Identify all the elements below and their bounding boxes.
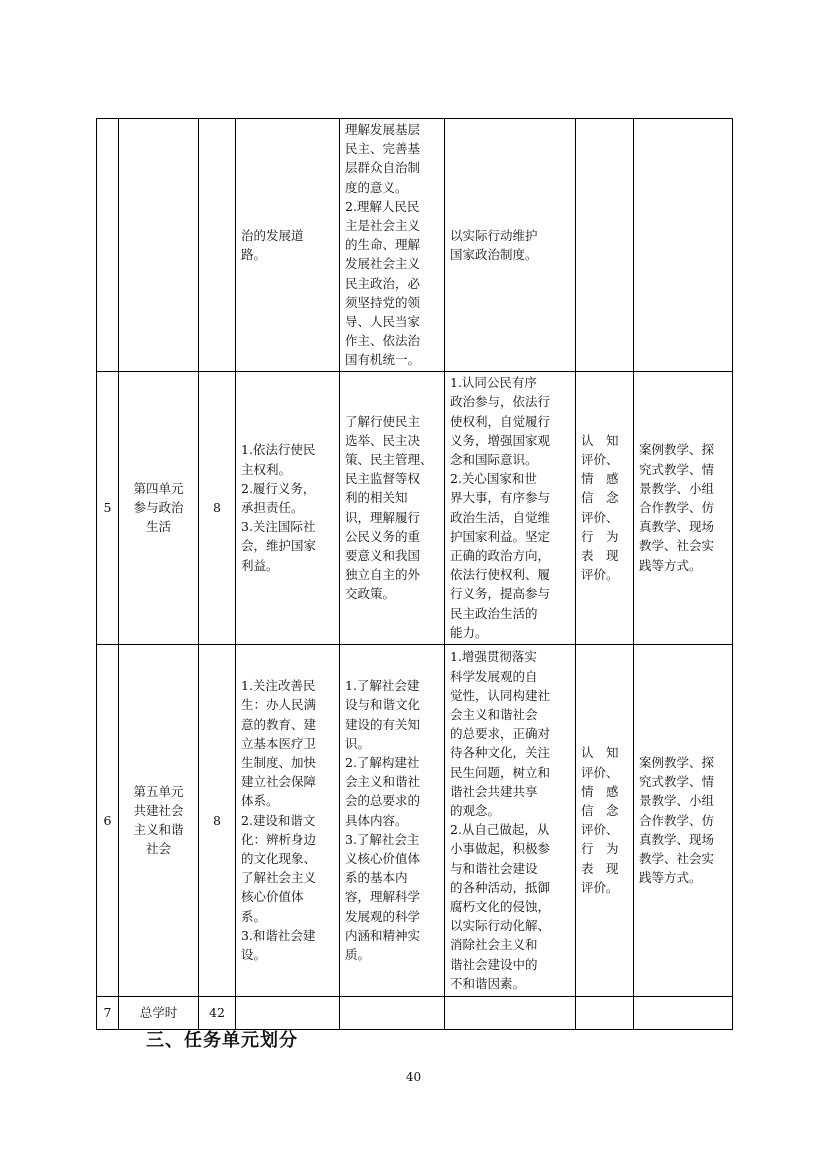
goals-cell: 1.认同公民有序 政治参与，依法行 使权利，自觉履行 义务，增强国家观 念和国际意识。 2.关心国家和世 界大事，有序参与 政治生活，自觉维 护国家利益。坚定 正确的政治方向， 依法行使权利、履 行义务，提高参与 民主政治生活的 能力。 bbox=[445, 371, 576, 644]
content-cell bbox=[236, 996, 340, 1029]
hours-cell: 8 bbox=[199, 371, 236, 644]
knowledge-cell: 1.了解社会建 设与和谐文化 建设的有关知 识。 2.了解构建社 会主义和谐社 会的总要求的 具体内容。 3.了解社会主 义核心价值体 系的基本内 容，理解科学 发展观的科学 内涵和精神实 质。 bbox=[340, 644, 445, 996]
evaluation-cell: 认 知 评价、 情 感 信 念 评价、 行 为 表 现 评价。 bbox=[576, 644, 634, 996]
row-number-cell bbox=[97, 119, 119, 372]
unit-name-cell bbox=[119, 119, 199, 372]
table-row bbox=[97, 644, 733, 996]
content-cell: 1.依法行使民 主权利。 2.履行义务， 承担责任。 3.关注国际社 会，维护国家 利益。 bbox=[236, 371, 340, 644]
table-row bbox=[97, 119, 733, 372]
course-unit-table bbox=[96, 118, 733, 1030]
unit-name-cell: 第四单元 参与政治 生活 bbox=[119, 371, 199, 644]
unit-name-cell: 总学时 bbox=[119, 996, 199, 1029]
method-cell: 案例教学、探 究式教学、情 景教学、小组 合作教学、仿 真教学、现场 教学、社会实 践等方式。 bbox=[634, 371, 733, 644]
goals-cell bbox=[445, 996, 576, 1029]
row-number-cell: 6 bbox=[97, 644, 119, 996]
content-cell: 1.关注改善民 生：办人民满 意的教育、建 立基本医疗卫 生制度、加快 建立社会保障 体系。 2.建设和谐文 化：辨析身边 的文化现象、 了解社会主义 核心价值体 系。 3.和谐社会建 设。 bbox=[236, 644, 340, 996]
goals-cell: 以实际行动维护 国家政治制度。 bbox=[445, 119, 576, 372]
row-number-cell: 5 bbox=[97, 371, 119, 644]
content-cell: 治的发展道 路。 bbox=[236, 119, 340, 372]
evaluation-cell bbox=[576, 119, 634, 372]
hours-cell bbox=[199, 119, 236, 372]
knowledge-cell: 理解发展基层 民主、完善基 层群众自治制 度的意义。 2.理解人民民 主是社会主义 的生命、理解 发展社会主义 民主政治，必 须坚持党的领 导、人民当家 作主、依法治 国有机统一。 bbox=[340, 119, 445, 372]
unit-name-cell: 第五单元 共建社会 主义和谐 社会 bbox=[119, 644, 199, 996]
page-number: 40 bbox=[405, 1070, 422, 1084]
table-row bbox=[97, 371, 733, 644]
table-row bbox=[97, 996, 733, 1029]
hours-cell: 42 bbox=[199, 996, 236, 1029]
evaluation-cell: 认 知 评价、 情 感 信 念 评价、 行 为 表 现 评价。 bbox=[576, 371, 634, 644]
knowledge-cell: 了解行使民主 选举、民主决 策、民主管理、 民主监督等权 利的相关知 识，理解履行 公民义务的重 要意义和我国 独立自主的外 交政策。 bbox=[340, 371, 445, 644]
method-cell: 案例教学、探 究式教学、情 景教学、小组 合作教学、仿 真教学、现场 教学、社会实 践等方式。 bbox=[634, 644, 733, 996]
evaluation-cell bbox=[576, 996, 634, 1029]
row-number-cell: 7 bbox=[97, 996, 119, 1029]
section-heading: 三、任务单元划分 bbox=[146, 1030, 298, 1051]
goals-cell: 1.增强贯彻落实 科学发展观的自 觉性，认同构建社 会主义和谐社会 的总要求，正确对 待各种文化，关注 民生问题，树立和 谐社会共建共享 的观念。 2.从自己做起，从 小事做起，积极参 与和谐社会建设 的各种活动，抵御 腐朽文化的侵蚀， 以实际行动化解、 消除社会主义和 谐社会建设中的 不和谐因素。 bbox=[445, 644, 576, 996]
method-cell bbox=[634, 119, 733, 372]
method-cell bbox=[634, 996, 733, 1029]
hours-cell: 8 bbox=[199, 644, 236, 996]
knowledge-cell bbox=[340, 996, 445, 1029]
